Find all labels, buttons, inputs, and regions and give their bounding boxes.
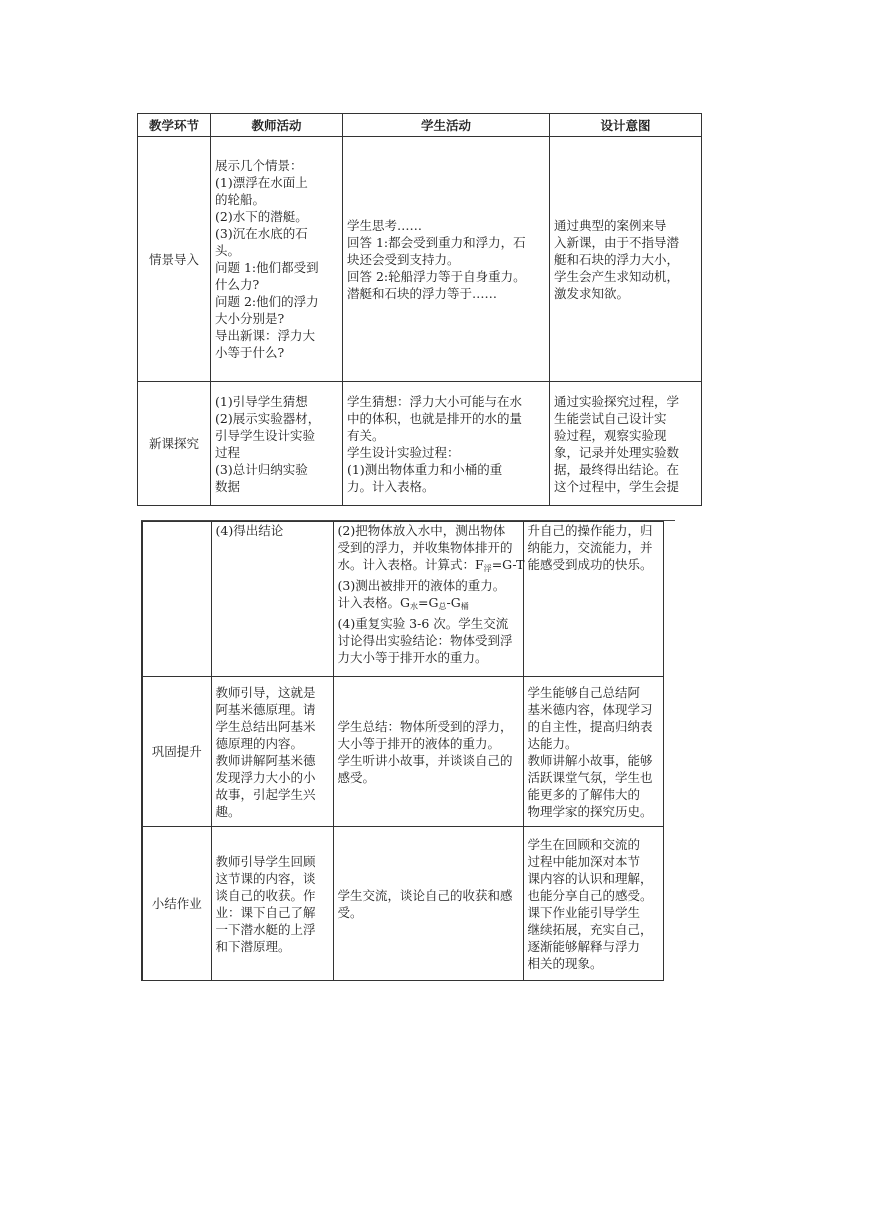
teacher-cell: 教师引导学生回顾 这节课的内容，谈 谈自己的收获。作 业：课下自己了解 一下潜水艇的上浮 和下潜原理。 (211, 827, 333, 981)
student-cell: (2)把物体放入水中，测出物体 受到的浮力，并收集物体排开的 水。计入表格。计算式：$F_浮=G-T$ (3)测出被排开的液体的重力。 计入表格。$G_水=G_总-G_桶$ (4)重复实验 3-6 次。学生交流 讨论得出实验结论：物体受到浮 力大小等于排开水的重力。 (333, 522, 523, 677)
header-segment: 教学环节 (138, 114, 211, 137)
segment-cell (142, 522, 211, 677)
student-cell: 学生交流，谈论自己的收获和感 受。 (333, 827, 523, 981)
intent-cell: 学生在回顾和交流的 过程中能加深对本节 课内容的认识和理解， 也能分享自己的感受。 课下作业能引导学生 继续拓展，充实自己， 逐渐能够解释与浮力 相关的现象。 (523, 827, 663, 981)
header-row (138, 114, 702, 137)
student-cell: 学生猜想：浮力大小可能与在水 中的体积，也就是排开的水的量 有关。 学生设计实验过程： (1)测出物体重力和小桶的重 力。计入表格。 (343, 382, 550, 506)
student-cell: 学生总结：物体所受到的浮力， 大小等于排开的液体的重力。 学生听讲小故事，并谈谈自己的 感受。 (333, 677, 523, 827)
lesson-table-part2 (141, 521, 664, 981)
table-row (142, 522, 663, 677)
lesson-table-part1 (137, 113, 702, 506)
header-teacher: 教师活动 (211, 114, 343, 137)
segment-cell: 小结作业 (142, 827, 211, 981)
teacher-cell: (4)得出结论 (211, 522, 333, 677)
table-row (138, 382, 702, 506)
intent-cell: 通过典型的案例来导 入新课，由于不指导潜 艇和石块的浮力大小， 学生会产生求知动机， 激发求知欲。 (550, 137, 702, 382)
teacher-cell: 教师引导，这就是 阿基米德原理。请 学生总结出阿基米 德原理的内容。 教师讲解阿基米德 发现浮力大小的小 故事，引起学生兴 趣。 (211, 677, 333, 827)
student-cell: 学生思考…… 回答 1:都会受到重力和浮力，石 块还会受到支持力。 回答 2:轮船浮力等于自身重力。 潜艇和石块的浮力等于…… (343, 137, 550, 382)
formula-buoyancy: 水。计入表格。计算式：$F_浮=G-T$ (337, 557, 525, 573)
segment-cell: 新课探究 (138, 382, 211, 506)
teacher-cell: 展示几个情景： (1)漂浮在水面上 的轮船。 (2)水下的潜艇。 (3)沉在水底的石 头。 问题 1:他们都受到 什么力? 问题 2:他们的浮力 大小分别是? 导出新课：浮力大 小等于什么? (211, 137, 343, 382)
formula-displaced-weight: 计入表格。$G_水=G_总-G_桶$ (337, 595, 469, 611)
table-row (142, 677, 663, 827)
header-intent: 设计意图 (550, 114, 702, 137)
intent-cell: 升自己的操作能力，归 纳能力，交流能力，并 能感受到成功的快乐。 (523, 522, 663, 677)
table-row (138, 137, 702, 382)
segment-cell: 巩固提升 (142, 677, 211, 827)
intent-cell: 学生能够自己总结阿 基米德内容，体现学习 的自主性，提高归纳表 达能力。 教师讲解小故事，能够 活跃课堂气氛，学生也 能更多的了解伟大的 物理学家的探究历史。 (523, 677, 663, 827)
intent-cell: 通过实验探究过程，学 生能尝试自己设计实 验过程，观察实验现 象，记录并处理实验数 据，最终得出结论。在 这个过程中，学生会提 (550, 382, 702, 506)
segment-cell: 情景导入 (138, 137, 211, 382)
teacher-cell: (1)引导学生猜想 (2)展示实验器材， 引导学生设计实验 过程 (3)总计归纳实验 数据 (211, 382, 343, 506)
table-row (142, 827, 663, 981)
header-student: 学生活动 (343, 114, 550, 137)
